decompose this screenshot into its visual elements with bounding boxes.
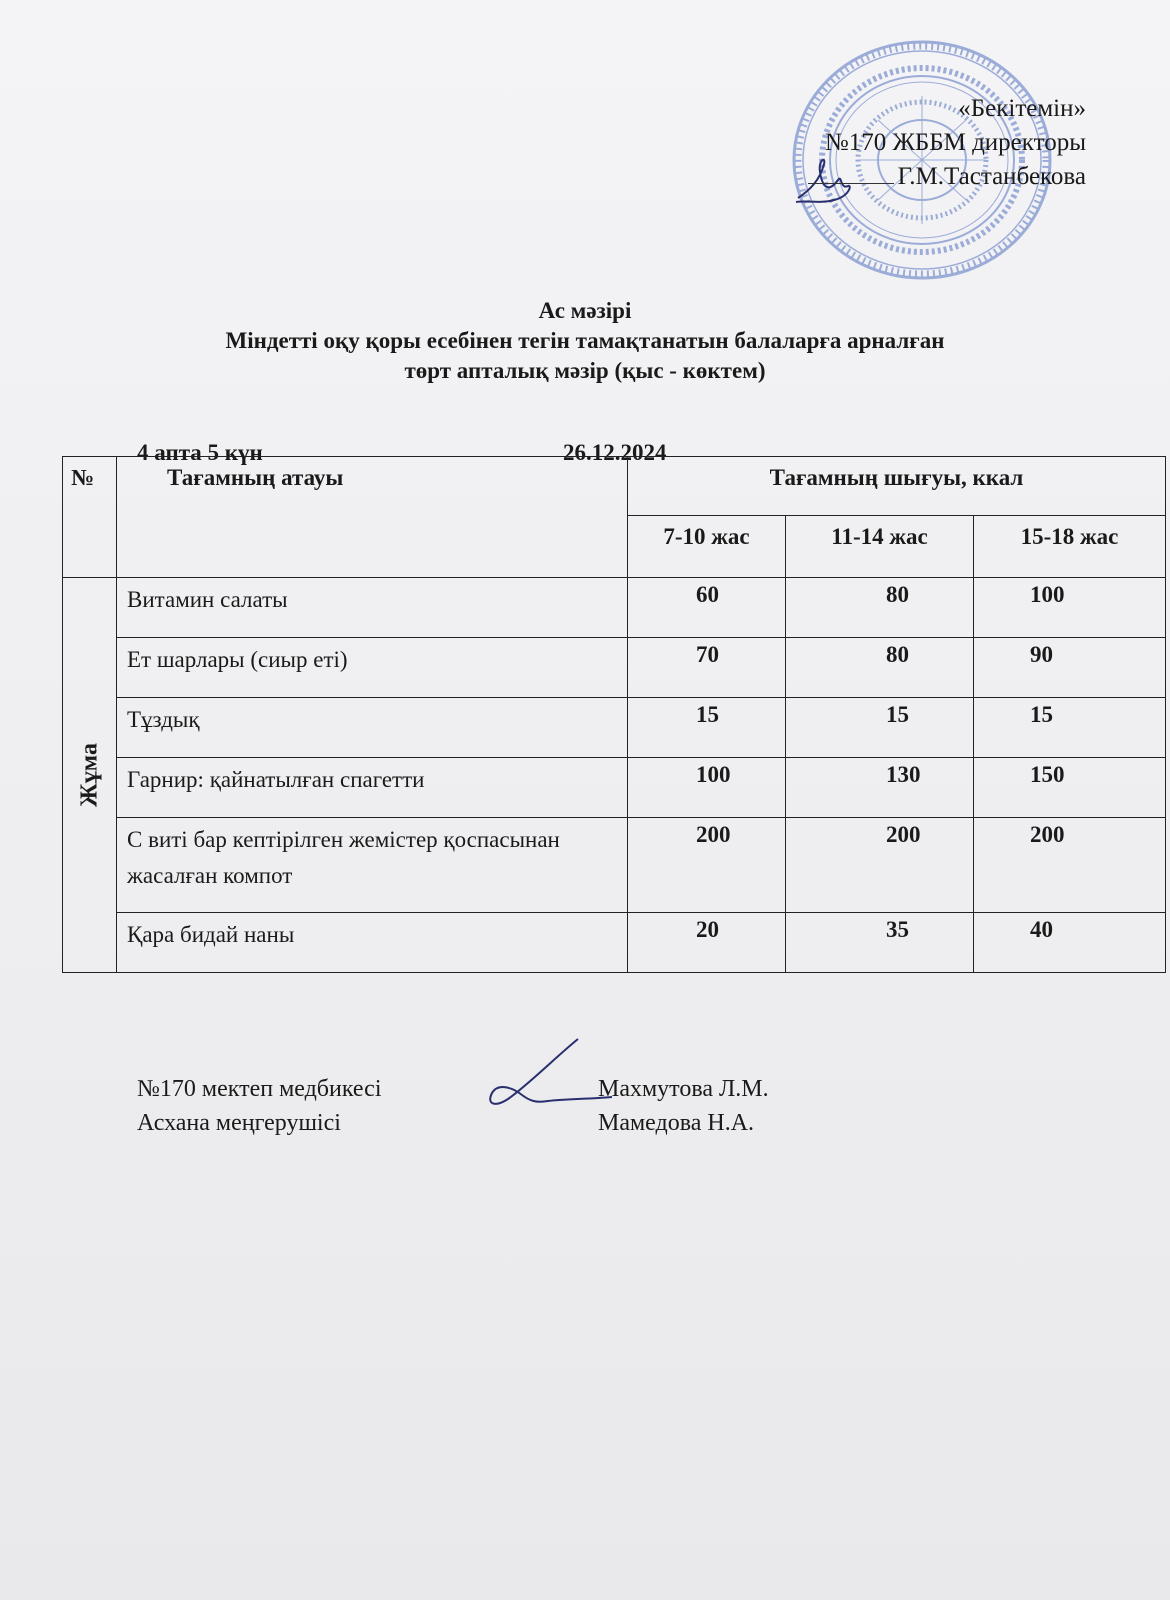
signer-roles (137, 1072, 382, 1140)
kcal-7-10: 20 (628, 913, 786, 973)
kcal-11-14: 35 (786, 913, 974, 973)
table-row (63, 913, 1166, 973)
week-day: 4 апта 5 күн (137, 440, 263, 465)
signature-line (808, 163, 894, 184)
table-row (63, 758, 1166, 818)
kcal-11-14: 15 (786, 698, 974, 758)
header-row (63, 457, 1166, 516)
age-11-14: 11-14 жас (786, 516, 974, 578)
kcal-7-10: 15 (628, 698, 786, 758)
kcal-15-18: 200 (974, 818, 1166, 913)
kcal-7-10: 100 (628, 758, 786, 818)
col-output: Тағамның шығуы, ккал (628, 457, 1166, 516)
dish-name: Қара бидай наны (117, 913, 628, 973)
kcal-11-14: 200 (786, 818, 974, 913)
title-sub1: Міндетті оқу қоры есебінен тегін тамақтанатын балаларға арналған (225, 328, 945, 353)
kcal-15-18: 150 (974, 758, 1166, 818)
dish-name: Гарнир: қайнатылған спагетти (117, 758, 628, 818)
table-row (63, 698, 1166, 758)
name-nurse: Махмутова Л.М. (598, 1076, 769, 1102)
title-main: Ас мәзірі (538, 298, 632, 323)
kcal-7-10: 200 (628, 818, 786, 913)
kcal-15-18: 90 (974, 638, 1166, 698)
day-cell (63, 578, 117, 973)
col-no: № (63, 457, 117, 578)
kcal-11-14: 130 (786, 758, 974, 818)
director-name: Г.М.Тастанбекова (897, 163, 1086, 190)
role-nurse: №170 мектеп медбикесі (137, 1076, 382, 1102)
menu-date: 26.12.2024 (563, 440, 667, 465)
dish-name: Ет шарлары (сиыр еті) (117, 638, 628, 698)
role-canteen: Асхана меңгерушісі (137, 1110, 341, 1136)
kcal-15-18: 100 (974, 578, 1166, 638)
age-7-10: 7-10 жас (628, 516, 786, 578)
approval-line1: «Бекітемін» (958, 95, 1086, 122)
kcal-15-18: 15 (974, 698, 1166, 758)
approval-block (808, 92, 1086, 194)
col-name: Тағамның атауы (117, 457, 628, 578)
dish-name: Витамин салаты (117, 578, 628, 638)
table-row (63, 578, 1166, 638)
table-row (63, 818, 1166, 913)
approval-line2: №170 ЖББМ директоры (824, 129, 1086, 156)
day-label: Жұма (76, 743, 102, 807)
nurse-signature (478, 1035, 618, 1115)
kcal-15-18: 40 (974, 913, 1166, 973)
name-canteen: Мамедова Н.А. (598, 1110, 755, 1136)
title-sub2: төрт апталық мәзір (қыс - көктем) (404, 358, 766, 383)
kcal-7-10: 70 (628, 638, 786, 698)
age-15-18: 15-18 жас (974, 516, 1166, 578)
table-row (63, 638, 1166, 698)
kcal-11-14: 80 (786, 578, 974, 638)
signer-names (598, 1072, 769, 1140)
dish-name: С виті бар кептірілген жемістер қоспасынан жасалған компот (117, 818, 628, 913)
dish-name: Тұздық (117, 698, 628, 758)
kcal-11-14: 80 (786, 638, 974, 698)
menu-table (62, 456, 1166, 973)
kcal-7-10: 60 (628, 578, 786, 638)
